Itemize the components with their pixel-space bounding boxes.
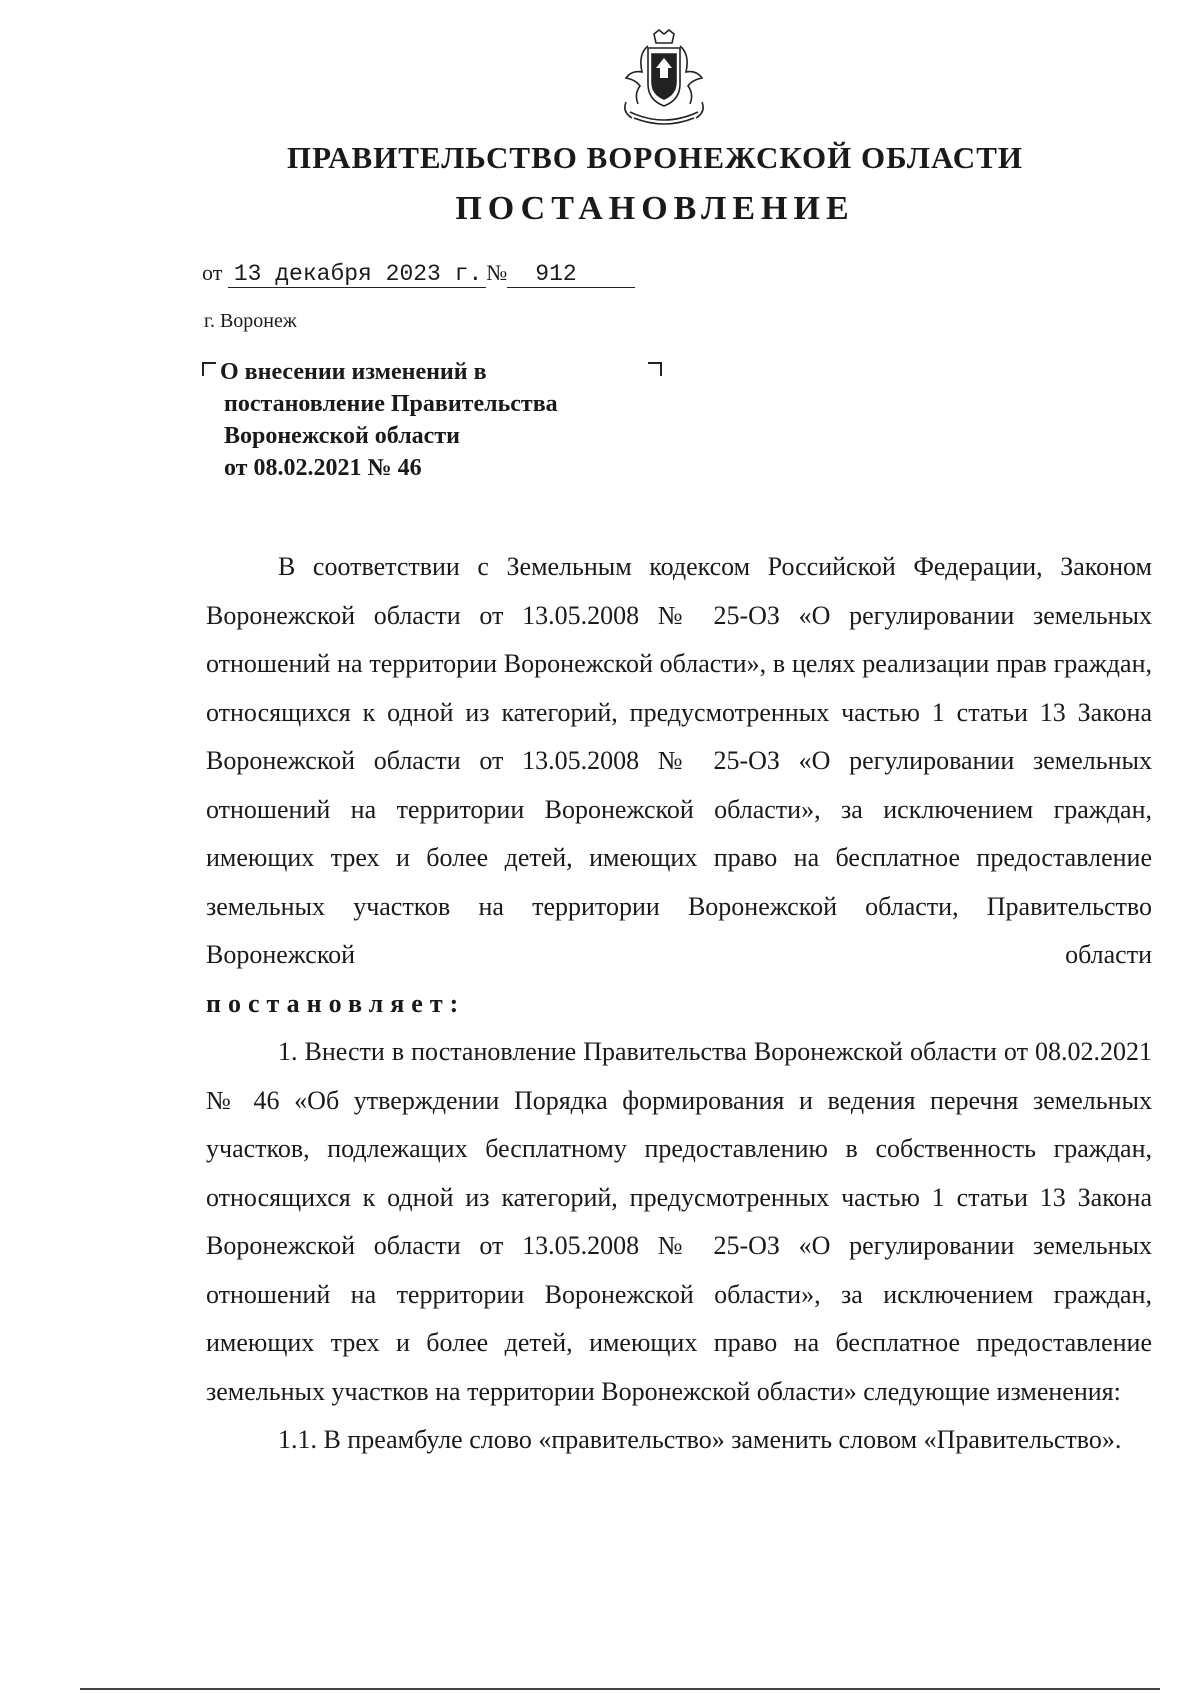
document-number: 912: [507, 262, 635, 288]
city: г. Воронеж: [204, 310, 297, 332]
coat-of-arms-icon: [618, 28, 710, 128]
preamble-paragraph: В соответствии с Земельным кодексом Российской Федерации, Законом Воронежской области от 13.05.2008 № 25-ОЗ «О регулировании земельных отношений на территории Воронежской области», в целях реализации прав граждан, относящихся к одной из категорий, предусмотренных частью 1 статьи 13 Закона Воронежской области от 13.05.2008 № 25-ОЗ «О регулировании земельных отношений на территории Воронежской области», за исключением граждан, имеющих трех и более детей, имеющих право на бесплатное предоставление земельных участков на территории Воронежской области, Правительство Воронежской области: [206, 552, 1152, 969]
document-body: [206, 543, 1152, 1465]
organization-name: ПРАВИТЕЛЬСТВО ВОРОНЕЖСКОЙ ОБЛАСТИ: [287, 140, 1023, 175]
item-1-1-paragraph: 1.1. В преамбуле слово «правительство» заменить словом «Правительство».: [278, 1425, 1122, 1454]
document-date: 13 декабря 2023 г.: [228, 262, 486, 288]
subject-line: О внесении изменений в: [220, 359, 487, 385]
subject-bracket-right: [648, 362, 662, 376]
date-number-line: [202, 260, 635, 288]
date-prefix: от: [202, 260, 223, 285]
subject-line: Воронежской области: [224, 423, 460, 449]
number-sign: №: [486, 260, 508, 285]
document-subject: [204, 356, 558, 484]
subject-line: от 08.02.2021 № 46: [224, 455, 422, 481]
item-1-paragraph: 1. Внести в постановление Правительства Воронежской области от 08.02.2021 № 46 «Об утверждении Порядка формирования и ведения перечня земельных участков, подлежащих бесплатному предоставлению в собственность граждан, относящихся к одной из категорий, предусмотренных частью 1 статьи 13 Закона Воронежской области от 13.05.2008 № 25-ОЗ «О регулировании земельных отношений на территории Воронежской области», за исключением граждан, имеющих трех и более детей, имеющих право на бесплатное предоставление земельных участков на территории Воронежской области» следующие изменения:: [206, 1037, 1152, 1406]
footer-divider: [80, 1688, 1160, 1690]
decree-word: постановляет:: [206, 988, 466, 1018]
subject-line: постановление Правительства: [224, 391, 558, 417]
document-type: ПОСТАНОВЛЕНИЕ: [455, 190, 855, 227]
